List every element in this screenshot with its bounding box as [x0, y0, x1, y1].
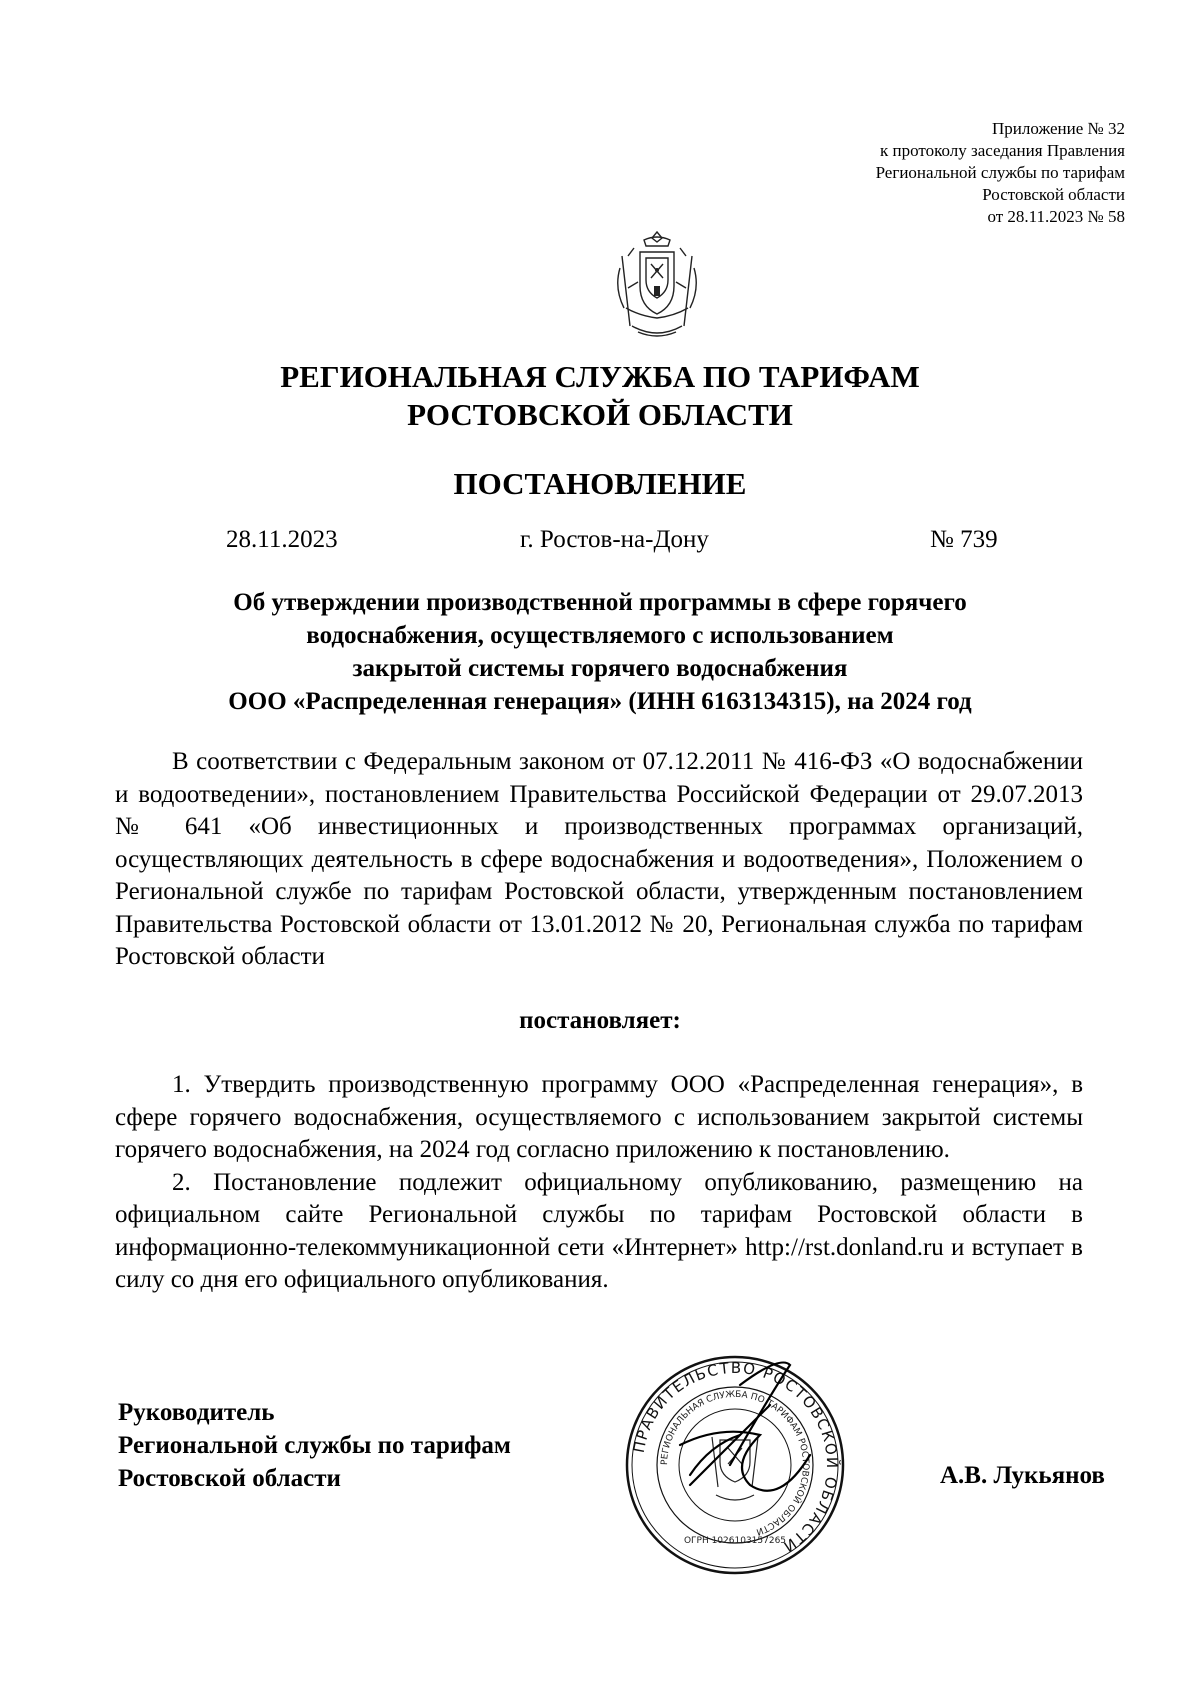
official-seal-icon [620, 1345, 850, 1585]
subject-line: ООО «Распределенная генерация» (ИНН 6163134315), на 2024 год [228, 688, 972, 715]
annex-line: Ростовской области [982, 185, 1125, 204]
subject-line: водоснабжения, осуществляемого с использованием [306, 622, 894, 649]
org-line: РЕГИОНАЛЬНАЯ СЛУЖБА ПО ТАРИФАМ [280, 359, 920, 394]
document-meta [0, 526, 1200, 558]
seal-ogrn: ОГРН 1026103157265 [683, 1536, 787, 1546]
coat-of-arms-icon [610, 228, 704, 342]
annex-line: Региональной службы по тарифам [875, 163, 1125, 182]
annex-line: Приложение № 32 [992, 119, 1125, 138]
decree-word: постановляет: [519, 1007, 681, 1034]
signer-line: Региональной службы по тарифам [118, 1432, 511, 1459]
decree-item: 2. Постановление подлежит официальному опубликованию, размещению на официальном сайте Региональной службы по тарифам Ростовской области в информационно-телекоммуникационной сети «Интернет» http://rst.donland.ru и вступает в силу со дня его официального опубликования. [115, 1168, 1083, 1293]
preamble [115, 746, 1083, 974]
subject-line: закрытой системы горячего водоснабжения [352, 655, 848, 682]
annex-line: от 28.11.2023 № 58 [987, 207, 1125, 226]
signer-title [118, 1396, 511, 1495]
document-number: № 739 [930, 526, 998, 553]
seal-outer-text: ПРАВИТЕЛЬСТВО РОСТОВСКОЙ ОБЛАСТИ [629, 1358, 842, 1557]
annex-line: к протоколу заседания Правления [880, 141, 1125, 160]
decree-items [115, 1069, 1083, 1297]
seal-inner-text: РЕГИОНАЛЬНАЯ СЛУЖБА ПО ТАРИФАМ РОСТОВСКОЙ ОБЛАСТИ [659, 1389, 811, 1537]
document-subject [120, 586, 1080, 718]
organization-name [0, 358, 1200, 434]
subject-line: Об утверждении производственной программы в сфере горячего [233, 589, 967, 616]
document-city: г. Ростов-на-Дону [520, 526, 709, 553]
preamble-paragraph: В соответствии с Федеральным законом от 07.12.2011 № 416-ФЗ «О водоснабжении и водоотведении», постановлением Правительства Российской Федерации от 29.07.2013 № 641 «Об инвестиционных и производственных программах организаций, осуществляющих деятельность в сфере водоснабжения и водоотведения», Положением о Региональной службе по тарифам Ростовской области, утвержденным постановлением Правительства Ростовской области от 13.01.2012 № 20, Региональная служба по тарифам Ростовской области [115, 748, 1083, 970]
signer-line: Руководитель [118, 1399, 275, 1426]
org-line: РОСТОВСКОЙ ОБЛАСТИ [407, 397, 793, 432]
document-kind: ПОСТАНОВЛЕНИЕ [453, 466, 747, 501]
annex-block [705, 118, 1125, 228]
decree-item: 1. Утвердить производственную программу ООО «Распределенная генерация», в сфере горячего водоснабжения, осуществляемого с использованием закрытой системы горячего водоснабжения, на 2024 год согласно приложению к постановлению. [115, 1071, 1083, 1163]
svg-text:РЕГИОНАЛЬНАЯ СЛУЖБА ПО ТАРИФАМ [660, 1390, 810, 1537]
signer-name: А.В. Лукьянов [940, 1462, 1105, 1489]
document-date: 28.11.2023 [226, 526, 338, 553]
signer-line: Ростовской области [118, 1465, 341, 1492]
